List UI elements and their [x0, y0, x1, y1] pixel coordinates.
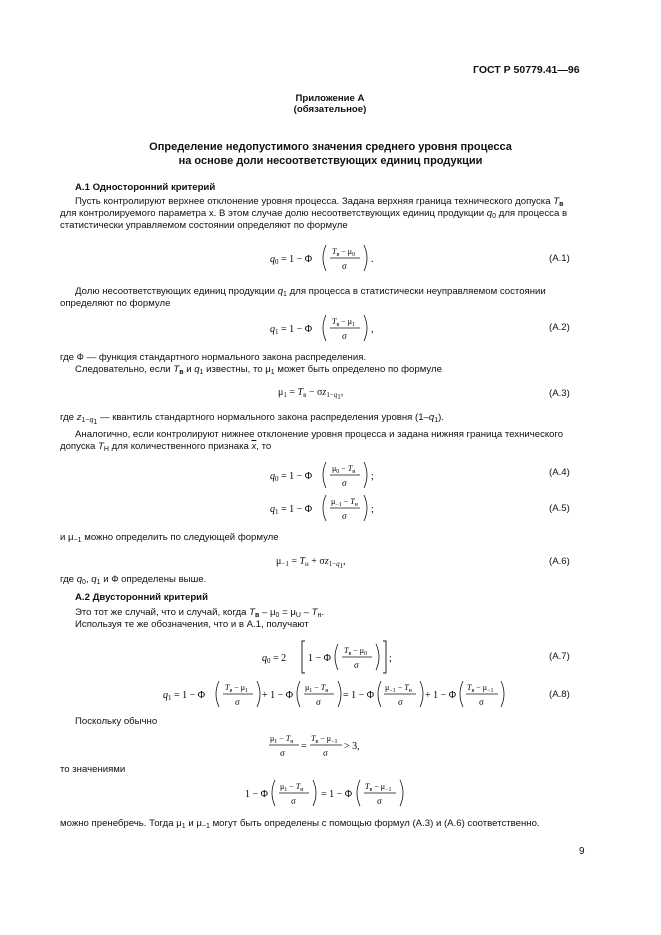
eq-number-a5: (А.5): [549, 503, 570, 514]
svg-text:q1 = 1 − Φ: $q_1 = 1 - \Phi$: [270, 504, 313, 516]
svg-text:> 3,: > 3,: [344, 741, 360, 752]
svg-text:+ 1 − Φ: + 1 − Φ: [262, 690, 294, 701]
a2-line1: Это тот же случай, что и случай, когда $T_в - \mu_0 = \mu_U - T_н$.: [75, 607, 325, 619]
a1-defined: где $q_0$, $q_1$ и Ф определены выше.: [60, 574, 207, 586]
svg-text:Tв − μ−1: $T_в - \mu_{-1}$: [365, 782, 392, 793]
svg-text:.: .: [371, 254, 374, 265]
formula-a4: [270, 458, 390, 492]
a1-similar-line2: допуска $T_Н$ для количественного признака $\overline{x}$, то: [60, 441, 272, 453]
svg-text:σ: σ: [342, 261, 347, 271]
svg-text:Tв − μ0: $T_в - \mu_0$: [332, 247, 356, 258]
a2-line2: Используя те же обозначения, что и в А.1, получают: [75, 619, 309, 630]
eq-number-a2: (А.2): [549, 322, 570, 333]
svg-text:+ 1 − Φ: + 1 − Φ: [425, 690, 457, 701]
svg-text:Tв − μ1: $T_в - \mu_1$: [225, 683, 249, 694]
a2-heading: А.2 Двусторонний критерий: [75, 592, 208, 603]
appendix-title: Приложение А: [295, 93, 365, 104]
section-title-line1: Определение недопустимого значения среднего уровня процесса: [149, 141, 512, 153]
formula-equality: [245, 776, 420, 810]
svg-text:= 1 − Φ: = 1 − Φ: [321, 789, 353, 800]
eq-number-a7: (А.7): [549, 651, 570, 662]
svg-text:;: ;: [371, 471, 374, 482]
svg-text:σ: σ: [342, 331, 347, 341]
svg-text:q1 = 1 − Φ: $q_1 = 1 - \Phi$: [163, 690, 206, 702]
formula-a2: [270, 311, 390, 345]
formula-a8: [163, 677, 508, 711]
formula-a7: [262, 639, 402, 675]
svg-text:μ−1 − Tн: $\mu_{-1} - T_н$: [331, 497, 358, 508]
svg-text:μ1 − Tн: $\mu_1 - T_н$: [270, 734, 294, 745]
svg-text:σ: σ: [354, 660, 359, 670]
svg-text:μ−1 − Tн: $\mu_{-1} - T_н$: [385, 683, 412, 694]
a1-para1-line2: для контролируемого параметра x. В этом случае долю несоответствующих единиц продукции $q_0$ для процесса в: [60, 208, 568, 220]
a2-last: можно пренебречь. Тогда $\mu_1$ и $\mu_{-1}$ могут быть определены с помощью формул (А.3) и (А.6) соответственно.: [60, 818, 540, 830]
a1-para1-line1: Пусть контролируют верхнее отклонение уровня процесса. Задана верхняя граница технического допуска $T_в$: [75, 196, 564, 208]
a1-and-mu: и $\mu_{-1}$ можно определить по следующей формуле: [60, 532, 279, 544]
svg-text:μ1 − Tн: $\mu_1 - T_н$: [280, 782, 304, 793]
formula-a1: [270, 241, 390, 275]
formula-a5: [270, 491, 390, 525]
svg-text:Tв − μ−1: $T_в - \mu_{-1}$: [467, 683, 494, 694]
svg-text:;: ;: [389, 653, 392, 664]
svg-text:σ: σ: [235, 697, 240, 707]
svg-text:1 − Φ: 1 − Φ: [308, 653, 331, 664]
eq-number-a4: (А.4): [549, 467, 570, 478]
eq-number-a8: (А.8): [549, 689, 570, 700]
document-id: ГОСТ Р 50779.41—96: [473, 64, 580, 76]
svg-text:Tв − μ0: $T_в - \mu_0$: [344, 646, 368, 657]
appendix-subtitle: (обязательное): [293, 104, 367, 115]
svg-text:σ: σ: [398, 697, 403, 707]
eq-number-a3: (А.3): [549, 388, 570, 399]
svg-text:q0 = 1 − Φ: $q_0 = 1 - \Phi$: [270, 254, 313, 266]
a1-para2-line1: Долю несоответствующих единиц продукции $q_1$ для процесса в статистически неуправляемом состоянии: [75, 286, 546, 298]
svg-text:= 1 − Φ: = 1 − Φ: [343, 690, 375, 701]
eq-number-a6: (А.6): [549, 556, 570, 567]
svg-text:q0 = 1 − Φ: $q_0 = 1 - \Phi$: [270, 471, 313, 483]
svg-text:Tв − μ1: $T_в - \mu_1$: [332, 317, 356, 328]
svg-text:σ: σ: [342, 511, 347, 521]
formula-a6: $\mu_{-1} = T_н + \sigma z_{1-q_1}$,: [276, 556, 346, 570]
svg-text:σ: σ: [377, 796, 382, 806]
svg-text:σ: σ: [342, 478, 347, 488]
a2-since: Поскольку обычно: [75, 716, 158, 727]
svg-text:μ0 − Tн: $\mu_0 - T_н$: [332, 464, 356, 475]
page-number: 9: [579, 846, 585, 857]
svg-text:σ: σ: [323, 748, 328, 758]
svg-text:1 − Φ: 1 − Φ: [245, 789, 268, 800]
a1-similar-line1: Аналогично, если контролируют нижнее отклонение уровня процесса и задана нижняя граница технического: [75, 429, 564, 440]
a1-where-phi: где Ф — функция стандартного нормального закона распределения.: [60, 352, 367, 363]
svg-text:;: ;: [371, 504, 374, 515]
svg-text:Tв − μ−1: $T_в - \mu_{-1}$: [311, 734, 338, 745]
svg-text:,: ,: [371, 324, 374, 335]
section-title-line2: на основе доли несоответствующих единиц продукции: [178, 155, 483, 167]
svg-text:=: =: [301, 741, 307, 752]
a2-then: то значениями: [60, 764, 126, 775]
a1-hence: Следовательно, если $T_в$ и $q_1$ известны, то $\mu_1$ может быть определено по формуле: [75, 364, 442, 376]
a1-para2-line2: определяют по формуле: [60, 298, 171, 309]
svg-text:q1 = 1 − Φ: $q_1 = 1 - \Phi$: [270, 324, 313, 336]
a1-where-z: где $z_{1-q_1}$ — квантиль стандартного нормального закона распределения уровня $(1-q_1)$.: [60, 412, 445, 426]
formula-a3: $\mu_1 = T_в - \sigma z_{1-q_1}$,: [278, 387, 344, 401]
svg-text:σ: σ: [479, 697, 484, 707]
a1-para1-line3: статистически управляемом состоянии определяют по формуле: [60, 220, 348, 231]
svg-text:σ: σ: [280, 748, 285, 758]
svg-text:σ: σ: [291, 796, 296, 806]
formula-inequality: [268, 728, 368, 762]
svg-text:μ1 − Tн: $\mu_1 - T_н$: [305, 683, 329, 694]
svg-text:σ: σ: [316, 697, 321, 707]
eq-number-a1: (А.1): [549, 253, 570, 264]
a1-heading: А.1 Односторонний критерий: [75, 182, 216, 193]
svg-text:q0 = 2: $q_0 = 2$: [262, 653, 287, 665]
